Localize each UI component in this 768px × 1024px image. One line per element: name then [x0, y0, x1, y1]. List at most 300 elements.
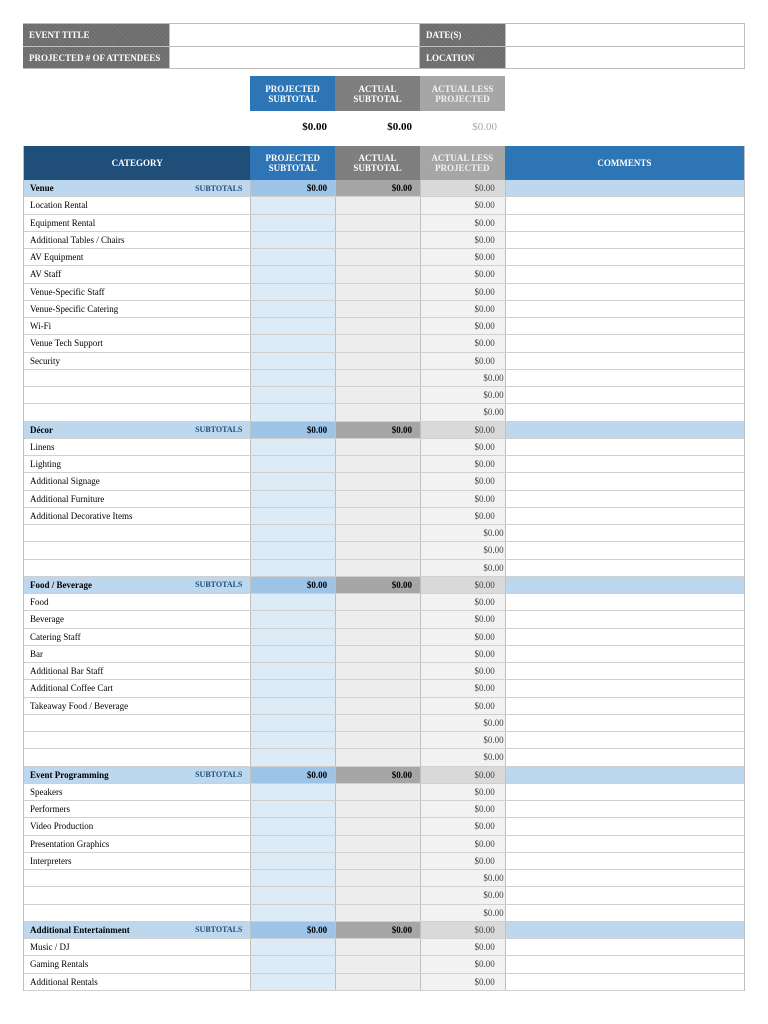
item-name-cell[interactable]: Lighting — [30, 459, 61, 470]
table-row — [24, 732, 744, 749]
comments-input-cell[interactable] — [505, 784, 744, 800]
comments-input-cell[interactable] — [505, 353, 744, 369]
less-value-cell: $0.00 — [420, 818, 505, 834]
comments-input-cell[interactable] — [505, 249, 744, 265]
section-less-subtotal: $0.00 — [420, 577, 505, 593]
actual-input-cell[interactable] — [335, 680, 420, 696]
less-value-cell: $0.00 — [420, 784, 505, 800]
comments-input-cell[interactable] — [505, 956, 744, 972]
dates-label: DATE(S) — [420, 24, 505, 46]
projected-input-cell[interactable] — [250, 353, 335, 369]
less-value-cell: $0.00 — [420, 801, 505, 817]
actual-input-cell[interactable] — [335, 318, 420, 334]
comments-input-cell[interactable] — [505, 318, 744, 334]
less-value-cell: $0.00 — [420, 698, 505, 714]
table-row — [24, 680, 744, 697]
actual-input-cell[interactable] — [335, 301, 420, 317]
table-row — [24, 404, 744, 421]
summary-projected-value: $0.00 — [302, 121, 327, 133]
item-name-cell[interactable]: Food — [30, 597, 49, 608]
less-value-cell: $0.00 — [420, 473, 505, 489]
projected-input-cell[interactable] — [250, 387, 335, 403]
section-less-subtotal: $0.00 — [420, 422, 505, 438]
item-name-cell[interactable] — [24, 905, 250, 921]
item-name-cell[interactable]: AV Equipment — [30, 252, 84, 263]
event-header — [23, 23, 745, 69]
table-row — [24, 956, 744, 973]
less-value-cell: $0.00 — [420, 542, 505, 558]
table-row — [24, 715, 744, 732]
table-row — [24, 974, 744, 991]
item-name-cell[interactable]: Venue Tech Support — [30, 338, 103, 349]
less-value-cell: $0.00 — [420, 715, 505, 731]
comments-input-cell[interactable] — [505, 680, 744, 696]
projected-input-cell[interactable] — [250, 680, 335, 696]
item-name-cell[interactable] — [24, 749, 250, 765]
less-value-cell: $0.00 — [420, 508, 505, 524]
header-row-1 — [23, 23, 745, 46]
actual-input-cell[interactable] — [335, 387, 420, 403]
projected-input-cell[interactable] — [250, 698, 335, 714]
item-name-cell[interactable]: Gaming Rentals — [30, 959, 89, 970]
section-less-subtotal: $0.00 — [420, 922, 505, 938]
projected-input-cell[interactable] — [250, 542, 335, 558]
actual-input-cell[interactable] — [335, 525, 420, 541]
summary-actual-label: ACTUAL SUBTOTAL — [335, 76, 420, 111]
comments-input-cell[interactable] — [505, 749, 744, 765]
section-comments-cell[interactable] — [505, 922, 744, 938]
actual-input-cell[interactable] — [335, 956, 420, 972]
projected-input-cell[interactable] — [250, 249, 335, 265]
subtotals-label: SUBTOTALS — [195, 925, 243, 935]
table-row — [24, 232, 744, 249]
actual-input-cell[interactable] — [335, 335, 420, 351]
projected-input-cell[interactable] — [250, 266, 335, 282]
summary-headers — [250, 76, 505, 111]
item-name-cell[interactable] — [24, 525, 250, 541]
projected-input-cell[interactable] — [250, 646, 335, 662]
table-row — [24, 801, 744, 818]
actual-input-cell[interactable] — [335, 732, 420, 748]
comments-input-cell[interactable] — [505, 594, 744, 610]
section-actual-subtotal: $0.00 — [335, 180, 420, 196]
table-row — [24, 836, 744, 853]
table-row — [24, 439, 744, 456]
comments-input-cell[interactable] — [505, 301, 744, 317]
section-name: Food / Beverage — [30, 579, 92, 590]
item-name-cell[interactable]: Additional Furniture — [30, 493, 105, 504]
less-value-cell: $0.00 — [420, 974, 505, 990]
actual-input-cell[interactable] — [335, 870, 420, 886]
comments-input-cell[interactable] — [505, 732, 744, 748]
table-row — [24, 508, 744, 525]
less-value-cell: $0.00 — [420, 404, 505, 420]
projected-input-cell[interactable] — [250, 232, 335, 248]
less-value-cell: $0.00 — [420, 491, 505, 507]
section-subtotal-row — [24, 767, 744, 784]
table-row — [24, 784, 744, 801]
section-less-subtotal: $0.00 — [420, 767, 505, 783]
section-projected-subtotal: $0.00 — [250, 922, 335, 938]
projected-input-cell[interactable] — [250, 594, 335, 610]
section-less-subtotal: $0.00 — [420, 180, 505, 196]
actual-input-cell[interactable] — [335, 646, 420, 662]
comments-input-cell[interactable] — [505, 611, 744, 627]
item-name-cell[interactable]: Linens — [30, 441, 55, 452]
projected-input-cell[interactable] — [250, 301, 335, 317]
less-value-cell: $0.00 — [420, 249, 505, 265]
less-value-cell: $0.00 — [420, 611, 505, 627]
less-value-cell: $0.00 — [420, 197, 505, 213]
comments-input-cell[interactable] — [505, 370, 744, 386]
section-comments-cell[interactable] — [505, 180, 744, 196]
item-name-cell[interactable]: AV Staff — [30, 269, 62, 280]
table-body — [24, 180, 744, 991]
comments-input-cell[interactable] — [505, 508, 744, 524]
item-name-cell[interactable] — [24, 715, 250, 731]
summary-less-label: ACTUAL LESS PROJECTED — [420, 76, 505, 111]
actual-input-cell[interactable] — [335, 266, 420, 282]
item-name-cell[interactable]: Venue-Specific Staff — [30, 286, 105, 297]
actual-input-cell[interactable] — [335, 836, 420, 852]
section-comments-cell[interactable] — [505, 767, 744, 783]
item-name-cell[interactable]: Equipment Rental — [30, 217, 96, 228]
less-value-cell: $0.00 — [420, 301, 505, 317]
comments-input-cell[interactable] — [505, 836, 744, 852]
item-name-cell[interactable]: Wi-Fi — [30, 321, 52, 332]
projected-input-cell[interactable] — [250, 491, 335, 507]
column-header-actual: ACTUAL SUBTOTAL — [335, 146, 420, 180]
less-value-cell: $0.00 — [420, 836, 505, 852]
actual-input-cell[interactable] — [335, 611, 420, 627]
table-row — [24, 353, 744, 370]
table-row — [24, 318, 744, 335]
table-row — [24, 887, 744, 904]
section-header — [24, 577, 250, 593]
column-header-projected: PROJECTED SUBTOTAL — [250, 146, 335, 180]
table-row — [24, 818, 744, 835]
comments-input-cell[interactable] — [505, 439, 744, 455]
table-row — [24, 197, 744, 214]
projected-input-cell[interactable] — [250, 818, 335, 834]
projected-input-cell[interactable] — [250, 525, 335, 541]
section-comments-cell[interactable] — [505, 577, 744, 593]
table-row — [24, 629, 744, 646]
less-value-cell: $0.00 — [420, 663, 505, 679]
projected-input-cell[interactable] — [250, 887, 335, 903]
item-name-cell[interactable] — [24, 732, 250, 748]
item-name-cell[interactable]: Takeaway Food / Beverage — [30, 700, 129, 711]
projected-input-cell[interactable] — [250, 853, 335, 869]
item-name-cell[interactable]: Security — [30, 355, 60, 366]
section-name: Venue — [30, 183, 54, 194]
projected-input-cell[interactable] — [250, 318, 335, 334]
section-projected-subtotal: $0.00 — [250, 577, 335, 593]
projected-input-cell[interactable] — [250, 629, 335, 645]
section-comments-cell[interactable] — [505, 422, 744, 438]
table-row — [24, 370, 744, 387]
actual-input-cell[interactable] — [335, 353, 420, 369]
projected-input-cell[interactable] — [250, 439, 335, 455]
column-header-category: CATEGORY — [24, 146, 250, 180]
less-value-cell: $0.00 — [420, 335, 505, 351]
dates-field[interactable] — [505, 24, 745, 46]
item-name-cell[interactable]: Interpreters — [30, 855, 72, 866]
projected-input-cell[interactable] — [250, 749, 335, 765]
section-projected-subtotal: $0.00 — [250, 422, 335, 438]
attendees-field[interactable] — [169, 47, 420, 68]
less-value-cell: $0.00 — [420, 232, 505, 248]
table-row — [24, 870, 744, 887]
subtotals-label: SUBTOTALS — [195, 425, 243, 435]
location-label: LOCATION — [420, 47, 505, 68]
comments-input-cell[interactable] — [505, 939, 744, 955]
projected-input-cell[interactable] — [250, 905, 335, 921]
less-value-cell: $0.00 — [420, 353, 505, 369]
comments-input-cell[interactable] — [505, 197, 744, 213]
actual-input-cell[interactable] — [335, 801, 420, 817]
projected-input-cell[interactable] — [250, 215, 335, 231]
column-header-comments: COMMENTS — [505, 146, 744, 180]
actual-input-cell[interactable] — [335, 629, 420, 645]
item-name-cell[interactable]: Additional Bar Staff — [30, 666, 104, 677]
comments-input-cell[interactable] — [505, 887, 744, 903]
comments-input-cell[interactable] — [505, 473, 744, 489]
comments-input-cell[interactable] — [505, 663, 744, 679]
less-value-cell: $0.00 — [420, 749, 505, 765]
section-projected-subtotal: $0.00 — [250, 180, 335, 196]
actual-input-cell[interactable] — [335, 818, 420, 834]
less-value-cell: $0.00 — [420, 956, 505, 972]
comments-input-cell[interactable] — [505, 215, 744, 231]
actual-input-cell[interactable] — [335, 439, 420, 455]
budget-table — [23, 146, 745, 991]
actual-input-cell[interactable] — [335, 853, 420, 869]
section-subtotal-row — [24, 922, 744, 939]
item-name-cell[interactable]: Venue-Specific Catering — [30, 303, 119, 314]
actual-input-cell[interactable] — [335, 749, 420, 765]
comments-input-cell[interactable] — [505, 456, 744, 472]
comments-input-cell[interactable] — [505, 232, 744, 248]
actual-input-cell[interactable] — [335, 491, 420, 507]
projected-input-cell[interactable] — [250, 784, 335, 800]
item-name-cell[interactable]: Additional Decorative Items — [30, 510, 133, 521]
item-name-cell[interactable] — [24, 560, 250, 576]
less-value-cell: $0.00 — [420, 939, 505, 955]
less-value-cell: $0.00 — [420, 594, 505, 610]
less-value-cell: $0.00 — [420, 439, 505, 455]
actual-input-cell[interactable] — [335, 939, 420, 955]
comments-input-cell[interactable] — [505, 387, 744, 403]
summary-projected-label: PROJECTED SUBTOTAL — [250, 76, 335, 111]
actual-input-cell[interactable] — [335, 560, 420, 576]
less-value-cell: $0.00 — [420, 870, 505, 886]
table-row — [24, 301, 744, 318]
projected-input-cell[interactable] — [250, 715, 335, 731]
actual-input-cell[interactable] — [335, 542, 420, 558]
comments-input-cell[interactable] — [505, 284, 744, 300]
actual-input-cell[interactable] — [335, 284, 420, 300]
item-name-cell[interactable]: Speakers — [30, 786, 63, 797]
comments-input-cell[interactable] — [505, 853, 744, 869]
actual-input-cell[interactable] — [335, 404, 420, 420]
projected-input-cell[interactable] — [250, 732, 335, 748]
header-row-2 — [23, 46, 745, 69]
projected-input-cell[interactable] — [250, 335, 335, 351]
actual-input-cell[interactable] — [335, 887, 420, 903]
projected-input-cell[interactable] — [250, 560, 335, 576]
item-name-cell[interactable] — [24, 870, 250, 886]
table-row — [24, 560, 744, 577]
actual-input-cell[interactable] — [335, 715, 420, 731]
actual-input-cell[interactable] — [335, 905, 420, 921]
column-header-less: ACTUAL LESS PROJECTED — [420, 146, 505, 180]
section-subtotal-row — [24, 577, 744, 594]
table-header — [24, 146, 744, 180]
item-name-cell[interactable]: Presentation Graphics — [30, 838, 110, 849]
comments-input-cell[interactable] — [505, 801, 744, 817]
projected-input-cell[interactable] — [250, 508, 335, 524]
table-row — [24, 491, 744, 508]
item-name-cell[interactable]: Additional Tables / Chairs — [30, 234, 125, 245]
section-name: Additional Entertainment — [30, 924, 130, 935]
actual-input-cell[interactable] — [335, 215, 420, 231]
item-name-cell[interactable] — [24, 387, 250, 403]
item-name-cell[interactable]: Additional Signage — [30, 476, 100, 487]
section-header — [24, 922, 250, 938]
event-title-label: EVENT TITLE — [23, 24, 169, 46]
comments-input-cell[interactable] — [505, 404, 744, 420]
table-row — [24, 698, 744, 715]
item-name-cell[interactable]: Additional Coffee Cart — [30, 683, 113, 694]
comments-input-cell[interactable] — [505, 542, 744, 558]
projected-input-cell[interactable] — [250, 370, 335, 386]
event-title-field[interactable] — [169, 24, 420, 46]
table-row — [24, 939, 744, 956]
actual-input-cell[interactable] — [335, 508, 420, 524]
item-name-cell[interactable]: Catering Staff — [30, 631, 81, 642]
item-name-cell[interactable] — [24, 887, 250, 903]
less-value-cell: $0.00 — [420, 370, 505, 386]
actual-input-cell[interactable] — [335, 974, 420, 990]
projected-input-cell[interactable] — [250, 456, 335, 472]
table-row — [24, 249, 744, 266]
section-subtotal-row — [24, 422, 744, 439]
section-header — [24, 767, 250, 783]
projected-input-cell[interactable] — [250, 939, 335, 955]
comments-input-cell[interactable] — [505, 818, 744, 834]
section-actual-subtotal: $0.00 — [335, 422, 420, 438]
table-row — [24, 905, 744, 922]
table-row — [24, 266, 744, 283]
location-field[interactable] — [505, 47, 745, 68]
subtotals-label: SUBTOTALS — [195, 770, 243, 780]
less-value-cell: $0.00 — [420, 560, 505, 576]
comments-input-cell[interactable] — [505, 905, 744, 921]
table-row — [24, 853, 744, 870]
actual-input-cell[interactable] — [335, 663, 420, 679]
actual-input-cell[interactable] — [335, 698, 420, 714]
projected-input-cell[interactable] — [250, 197, 335, 213]
actual-input-cell[interactable] — [335, 197, 420, 213]
projected-input-cell[interactable] — [250, 956, 335, 972]
comments-input-cell[interactable] — [505, 335, 744, 351]
comments-input-cell[interactable] — [505, 525, 744, 541]
actual-input-cell[interactable] — [335, 249, 420, 265]
item-name-cell[interactable]: Music / DJ — [30, 942, 70, 953]
table-row — [24, 749, 744, 766]
projected-input-cell[interactable] — [250, 611, 335, 627]
section-projected-subtotal: $0.00 — [250, 767, 335, 783]
item-name-cell[interactable] — [24, 542, 250, 558]
actual-input-cell[interactable] — [335, 456, 420, 472]
summary-actual-value: $0.00 — [387, 121, 412, 133]
comments-input-cell[interactable] — [505, 698, 744, 714]
item-name-cell[interactable]: Additional Rentals — [30, 976, 98, 987]
item-name-cell[interactable]: Beverage — [30, 614, 64, 625]
less-value-cell: $0.00 — [420, 266, 505, 282]
actual-input-cell[interactable] — [335, 784, 420, 800]
table-row — [24, 215, 744, 232]
projected-input-cell[interactable] — [250, 473, 335, 489]
comments-input-cell[interactable] — [505, 629, 744, 645]
section-name: Décor — [30, 424, 53, 435]
item-name-cell[interactable] — [24, 370, 250, 386]
less-value-cell: $0.00 — [420, 284, 505, 300]
summary-values — [250, 121, 505, 133]
projected-input-cell[interactable] — [250, 974, 335, 990]
table-row — [24, 594, 744, 611]
projected-input-cell[interactable] — [250, 801, 335, 817]
less-value-cell: $0.00 — [420, 887, 505, 903]
item-name-cell[interactable]: Performers — [30, 804, 70, 815]
subtotals-label: SUBTOTALS — [195, 580, 243, 590]
less-value-cell: $0.00 — [420, 680, 505, 696]
actual-input-cell[interactable] — [335, 232, 420, 248]
projected-input-cell[interactable] — [250, 404, 335, 420]
comments-input-cell[interactable] — [505, 646, 744, 662]
comments-input-cell[interactable] — [505, 491, 744, 507]
item-name-cell[interactable]: Bar — [30, 648, 43, 659]
item-name-cell[interactable]: Video Production — [30, 821, 94, 832]
less-value-cell: $0.00 — [420, 732, 505, 748]
table-row — [24, 646, 744, 663]
attendees-label: PROJECTED # OF ATTENDEES — [23, 47, 169, 68]
projected-input-cell[interactable] — [250, 836, 335, 852]
less-value-cell: $0.00 — [420, 853, 505, 869]
item-name-cell[interactable]: Location Rental — [30, 200, 88, 211]
section-actual-subtotal: $0.00 — [335, 767, 420, 783]
less-value-cell: $0.00 — [420, 215, 505, 231]
less-value-cell: $0.00 — [420, 629, 505, 645]
projected-input-cell[interactable] — [250, 663, 335, 679]
comments-input-cell[interactable] — [505, 715, 744, 731]
comments-input-cell[interactable] — [505, 266, 744, 282]
table-row — [24, 542, 744, 559]
table-row — [24, 473, 744, 490]
table-row — [24, 611, 744, 628]
item-name-cell[interactable] — [24, 404, 250, 420]
actual-input-cell[interactable] — [335, 473, 420, 489]
projected-input-cell[interactable] — [250, 284, 335, 300]
actual-input-cell[interactable] — [335, 594, 420, 610]
actual-input-cell[interactable] — [335, 370, 420, 386]
projected-input-cell[interactable] — [250, 870, 335, 886]
comments-input-cell[interactable] — [505, 974, 744, 990]
comments-input-cell[interactable] — [505, 870, 744, 886]
comments-input-cell[interactable] — [505, 560, 744, 576]
section-header — [24, 422, 250, 438]
